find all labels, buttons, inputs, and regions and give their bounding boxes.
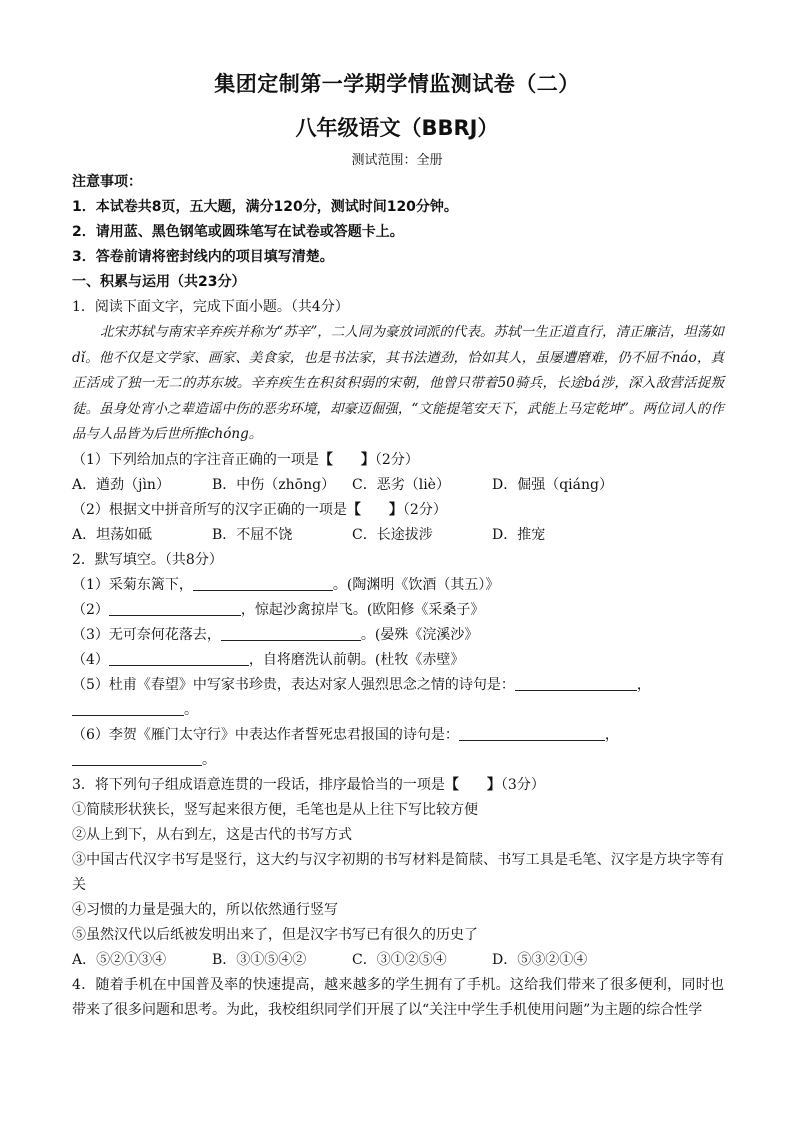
dictation-item-4	[72, 648, 724, 673]
option-a: A．⑤②①③④	[72, 951, 167, 968]
dictation-item-2	[72, 598, 724, 623]
exam-body	[72, 170, 724, 1023]
option-d: D．倔强（qiáng）	[492, 476, 613, 493]
notes-heading: 注意事项：	[72, 174, 142, 190]
comma: ，	[636, 676, 651, 693]
section-heading: 一、积累与运用（共23分）	[72, 274, 246, 290]
fill-blank[interactable]	[109, 649, 249, 666]
item-text: （4）	[72, 651, 109, 668]
question-1-1-options	[72, 473, 724, 498]
stem-text: 3．将下列句子组成语意连贯的一段话，排序最恰当的一项是	[72, 776, 445, 793]
exam-title: 集团定制第一学期学情监测试卷（二）	[214, 72, 580, 96]
stem-text: （2）根据文中拼音所写的汉字正确的一项是	[72, 501, 347, 518]
dictation-item-6-cont	[72, 748, 724, 773]
dictation-item-5-cont	[72, 698, 724, 723]
question-1-2-stem	[72, 498, 724, 523]
question-4-text: 4．随着手机在中国普及率的快速提高，越来越多的学生拥有了手机。这给我们带来了很多便利，同时也带来了很多问题和思考。为此，我校组织同学们开展了以“关注中学生手机使用问题”为主题的综合性学	[72, 976, 724, 1018]
option-b: B．不屈不饶	[212, 526, 293, 543]
fill-blank[interactable]	[72, 749, 202, 766]
question-1-1-stem	[72, 448, 724, 473]
dictation-item-6	[72, 723, 724, 748]
stem-text: （1）下列给加点的字注音正确的一项是	[72, 451, 319, 468]
option-c: C．恶劣（liè）	[352, 476, 450, 493]
note-item-2: 2．请用蓝、黑色钢笔或圆珠笔写在试卷或答题卡上。	[72, 224, 404, 240]
option-d: D．⑤③②①④	[492, 951, 588, 968]
question-1-2-options	[72, 523, 724, 548]
test-scope: 测试范围：全册	[351, 153, 443, 168]
option-a: A．遒劲（jìn）	[72, 476, 170, 493]
sentence-1: ①简牍形状狭长，竖写起来很方便，毛笔也是从上往下写比较方便	[72, 801, 478, 818]
question-3-options	[72, 948, 724, 973]
answer-bracket: 【 】	[318, 451, 375, 468]
option-a: A．坦荡如砥	[72, 526, 153, 543]
option-d: D．推宠	[492, 526, 546, 543]
item-text: （2）	[72, 601, 109, 618]
fill-blank[interactable]	[109, 599, 241, 616]
answer-bracket: 【 】	[444, 776, 501, 793]
note-item-3: 3．答卷前请将密封线内的项目填写清楚。	[72, 249, 334, 265]
comma: ，	[604, 726, 619, 743]
note-item-1: 1．本试卷共8页，五大题，满分120分，测试时间120分钟。	[72, 199, 458, 215]
item-source: ，惊起沙禽掠岸飞。(欧阳修《采桑子》	[240, 601, 485, 618]
question-1-stem: 1．阅读下面文字，完成下面小题。（共4分）	[72, 299, 349, 315]
exam-subtitle: 八年级语文（BBRJ）	[295, 116, 499, 140]
dictation-item-5	[72, 673, 724, 698]
item-text: （3）无可奈何花落去，	[72, 626, 221, 643]
option-b: B．③①⑤④②	[212, 951, 307, 968]
fill-blank[interactable]	[72, 699, 184, 716]
reading-passage: 北宋苏轼与南宋辛弃疾并称为“苏辛”，二人同为豪放词派的代表。苏轼一生正道直行，清正廉洁，坦荡如dǐ。他不仅是文学家、画家、美食家，也是书法家，其书法遒劲，恰如其人，虽屡遭磨难，仍不屈不náo，真正活成了独一无二的苏东坡。辛弃疾生在积贫积弱的宋朝，他曾只带着50骑兵，长途bá涉，深入敌营活捉叛徒。虽身处宵小之辈造谣中伤的恶劣环境，却豪迈倔强，“文能提笔安天下，武能上马定乾坤”。两位词人的作品与人品皆为后世所推chóng。	[72, 324, 724, 442]
option-c: C．长途拔涉	[352, 526, 433, 543]
sentence-4: ④习惯的力量是强大的，所以依然通行竖写	[72, 901, 338, 918]
period: 。	[202, 751, 216, 768]
fill-blank[interactable]	[459, 724, 605, 741]
item-text: （1）采菊东篱下，	[72, 576, 193, 593]
score-text: （2分）	[402, 501, 447, 518]
item-source: ，自将磨洗认前朝。(杜牧《赤壁》	[248, 651, 465, 668]
sentence-3: ③中国古代汉字书写是竖行，这大约与汉字初期的书写材料是简牍、书写工具是毛笔、汉字是方块字等有关	[72, 851, 724, 893]
sentence-2: ②从上到下，从右到左，这是古代的书写方式	[72, 826, 352, 843]
fill-blank[interactable]	[193, 574, 333, 591]
fill-blank[interactable]	[221, 624, 361, 641]
dictation-item-3	[72, 623, 724, 648]
score-text: （3分）	[500, 776, 545, 793]
sentence-5: ⑤虽然汉代以后纸被发明出来了，但是汉字书写已有很久的历史了	[72, 926, 478, 943]
option-b: B．中伤（zhōng）	[212, 476, 336, 493]
dictation-item-1	[72, 573, 724, 598]
score-text: （2分）	[374, 451, 419, 468]
item-text: （5）杜甫《春望》中写家书珍贵，表达对家人强烈思念之情的诗句是：	[72, 676, 515, 693]
item-source: 。(陶渊明《饮酒（其五）》	[332, 576, 500, 593]
item-text: （6）李贺《雁门太守行》中表达作者誓死忠君报国的诗句是：	[72, 726, 459, 743]
option-c: C．③①②⑤④	[352, 951, 447, 968]
fill-blank[interactable]	[515, 674, 637, 691]
answer-bracket: 【 】	[346, 501, 403, 518]
period: 。	[184, 701, 198, 718]
question-2-stem: 2．默写填空。（共8分）	[72, 551, 223, 568]
question-3-stem	[72, 773, 724, 798]
item-source: 。(晏殊《浣溪沙》	[360, 626, 479, 643]
